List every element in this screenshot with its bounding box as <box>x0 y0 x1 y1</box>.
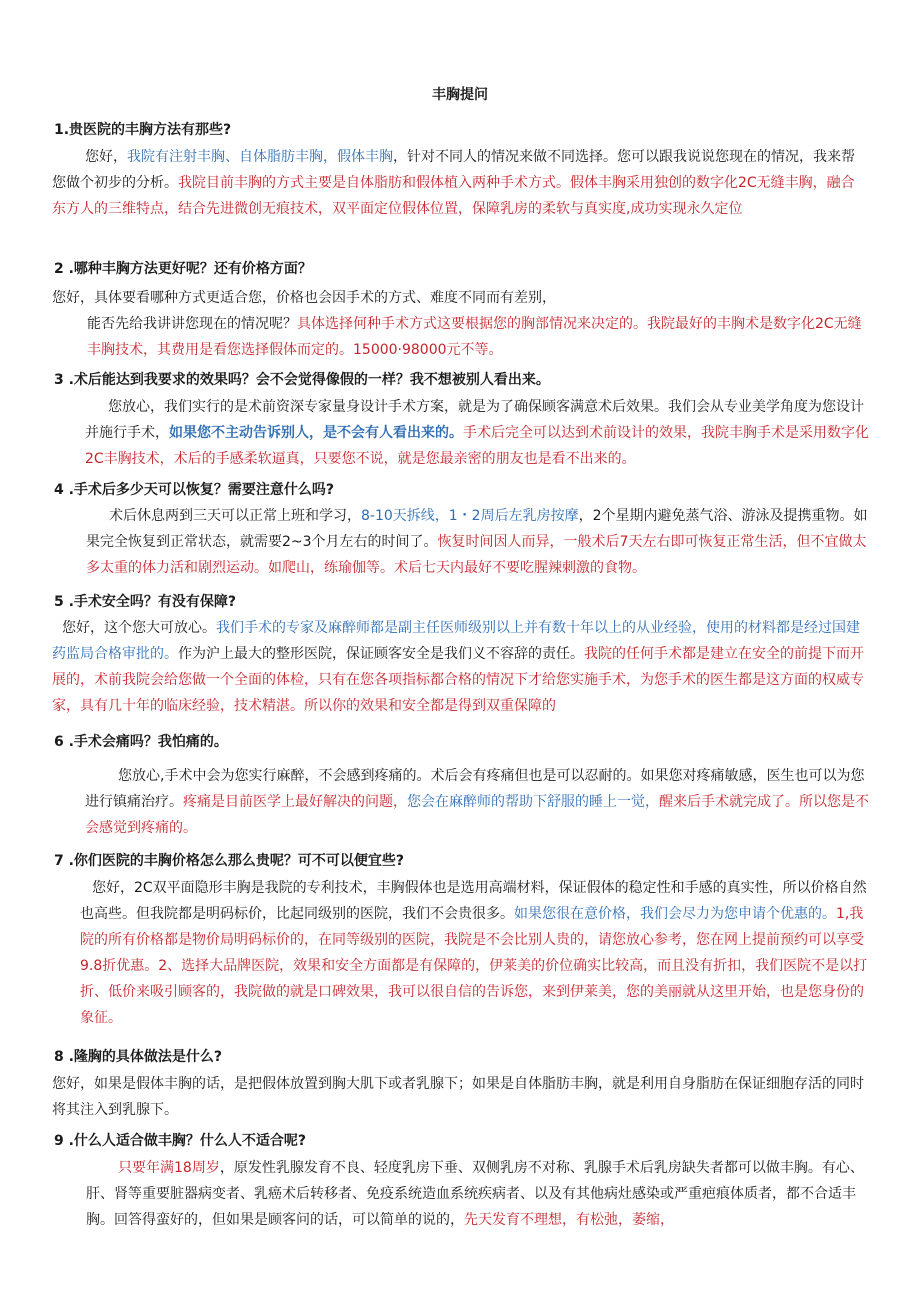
question-7: 7 .你们医院的丰胸价格怎么那么贵呢？可不可以便宜些? <box>54 853 405 869</box>
answer-2-line-1: 您好，具体要看哪种方式更适合您，价格也会因手术的方式、难度不同而有差别， <box>52 290 556 306</box>
answer-9: 只要年满18周岁，原发性乳腺发育不良、轻度乳房下垂、双侧乳房不对称、乳腺手术后乳房缺失者都可以做丰胸。有心、肝、肾等重要脏器病变者、乳癌术后转移者、免疫系统造血系统疾病者、以及有其他病灶感染或严重疤痕体质者，都不合适丰胸。回答得蛮好的，但如果是顾客问的话，可以简单的说的，先天发育不理想，有松弛，萎缩， <box>86 1160 864 1228</box>
question-9: 9 .什么人适合做丰胸？什么人不适合呢? <box>54 1133 307 1149</box>
answer-1: 您好，我院有注射丰胸、自体脂肪丰胸，假体丰胸，针对不同人的情况来做不同选择。您可以跟我说说您现在的情况，我来帮您做个初步的分析。我院目前丰胸的方式主要是自体脂肪和假体植入两种手术方式。假体丰胸采用独创的数字化2C无缝丰胸，融合东方人的三维特点，结合先进微创无痕技术，双平面定位假体位置，保障乳房的柔软与真实度,成功实现永久定位 <box>52 149 855 217</box>
question-4: 4 .手术后多少天可以恢复？需要注意什么吗? <box>54 482 335 498</box>
answer-5: 您好，这个您大可放心。我们手术的专家及麻醉师都是副主任医师级别以上并有数十年以上的从业经验，使用的材料都是经过国建药监局合格审批的。作为沪上最大的整形医院，保证顾客安全是我们义不容辞的责任。我院的任何手术都是建立在安全的前提下而开展的，术前我院会给您做一个全面的体检，只有在您各项指标都合格的情况下才给您实施手术，为您手术的医生都是这方面的权威专家，具有几十年的临床经验，技术精湛。所以你的效果和安全都是得到双重保障的 <box>52 620 864 714</box>
answer-6: 您放心,手术中会为您实行麻醉，不会感到疼痛的。术后会有疼痛但也是可以忍耐的。如果您对疼痛敏感，医生也可以为您进行镇痛治疗。疼痛是目前医学上最好解决的问题，您会在麻醉师的帮助下舒服的睡上一觉，醒来后手术就完成了。所以您是不会感觉到疼痛的。 <box>85 768 869 836</box>
answer-4: 术后休息两到三天可以正常上班和学习，8-10天拆线，1・2周后左乳房按摩，2个星期内避免蒸气浴、游泳及提携重物。如果完全恢复到正常状态，就需要2~3个月左右的时间了。恢复时间因人而异，一般术后7天左右即可恢复正常生活，但不宜做太多太重的体力活和剧烈运动。如爬山，练瑜伽等。术后七天内最好不要吃腥辣刺激的食物。 <box>86 508 868 576</box>
question-5: 5 .手术安全吗？有没有保障? <box>54 594 237 610</box>
answer-3: 您放心，我们实行的是术前资深专家量身设计手术方案，就是为了确保顾客满意术后效果。我们会从专业美学角度为您设计并施行手术，如果您不主动告诉别人，是不会有人看出来的。手术后完全可以达到术前设计的效果，我院丰胸手术是采用数字化2C丰胸技术，术后的手感柔软逼真，只要您不说，就是您最亲密的朋友也是看不出来的。 <box>85 399 869 467</box>
question-3: 3 .术后能达到我要求的效果吗？会不会觉得像假的一样？我不想被别人看出来。 <box>54 372 550 388</box>
page-title: 丰胸提问 <box>432 87 488 103</box>
answer-7: 您好，2C双平面隐形丰胸是我院的专利技术，丰胸假体也是选用高端材料，保证假体的稳定性和手感的真实性，所以价格自然也高些。但我院都是明码标价，比起同级别的医院，我们不会贵很多。如果您很在意价格，我们会尽力为您申请个优惠的。1,我院的所有价格都是物价局明码标价的，在同等级别的医院，我院是不会比别人贵的，请您放心参考，您在网上提前预约可以享受9.8折优惠。2、选择大品牌医院，效果和安全方面都是有保障的，伊莱美的价位确实比较高，而且没有折扣，我们医院不是以打折、低价来吸引顾客的，我院做的就是口碑效果，我可以很自信的告诉您，来到伊莱美，您的美丽就从这里开始，也是您身份的象征。 <box>80 880 868 1026</box>
answer-8: 您好，如果是假体丰胸的话，是把假体放置到胸大肌下或者乳腺下；如果是自体脂肪丰胸，就是利用自身脂肪在保证细胞存活的同时将其注入到乳腺下。 <box>52 1076 864 1118</box>
answer-2: 能否先给我讲讲您现在的情况呢？具体选择何种手术方式这要根据您的胸部情况来决定的。我院最好的丰胸术是数字化2C无缝丰胸技术，其费用是看您选择假体而定的。15000·98000元不等。 <box>87 316 862 358</box>
question-6: 6 .手术会痛吗？我怕痛的。 <box>54 734 228 750</box>
question-2: 2 .哪种丰胸方法更好呢？还有价格方面？ <box>54 261 312 277</box>
question-1: 1.贵医院的丰胸方法有那些? <box>54 122 232 138</box>
question-8: 8 .隆胸的具体做法是什么? <box>54 1049 223 1065</box>
